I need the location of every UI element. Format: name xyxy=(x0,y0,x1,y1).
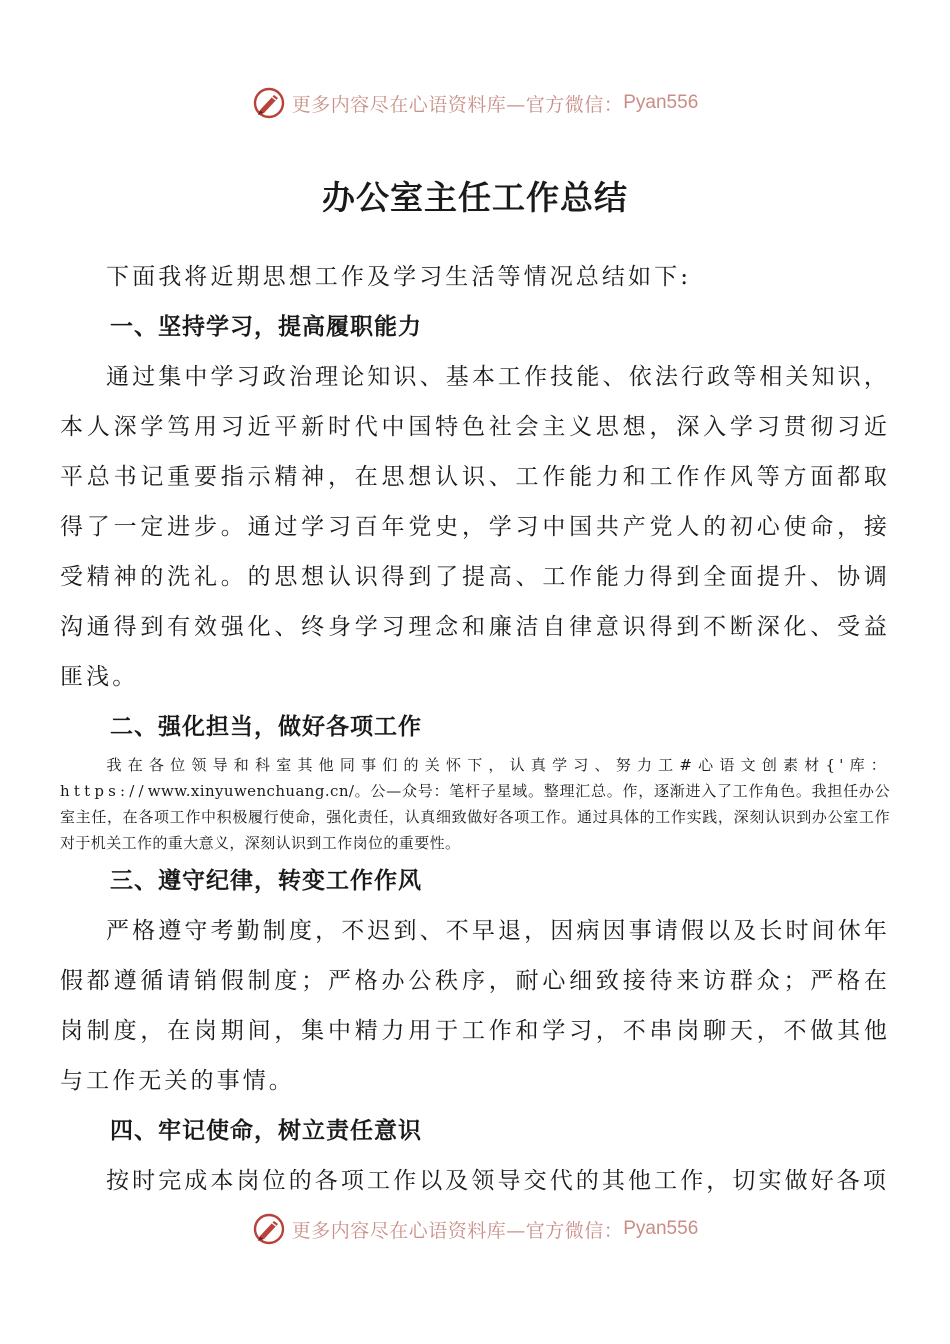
section-1-paragraph: 通过集中学习政治理论知识、基本工作技能、依法行政等相关知识，本人深学笃用习近平新时代中国特色社会主义思想，深入学习贯彻习近平总书记重要指示精神，在思想认识、工作能力和工作作风等方面都取得了一定进步。通过学习百年党史，学习中国共产党人的初心使命，接受精神的洗礼。的思想认识得到了提高、工作能力得到全面提升、协调沟通得到有效强化、终身学习理念和廉洁自律意识得到不断深化、受益匪浅。 xyxy=(60,364,890,690)
section-1-heading: 一、坚持学习，提高履职能力 xyxy=(110,314,422,340)
document-title: 办公室主任工作总结 xyxy=(322,178,628,217)
banner-text: 更多内容尽在心语资料库—官方微信： xyxy=(291,93,624,116)
footer-banner-wechat-id: Pyan556 xyxy=(623,1218,699,1239)
document-body xyxy=(60,252,890,1206)
section-2-paragraph-part1: 我在各位领导和科室其他同事们的关怀下，认真学习、努力工#心语文创素材{'库：https:// xyxy=(60,756,890,800)
pen-logo-icon xyxy=(252,86,286,120)
section-2-paragraph-part2: www.xinyuwenchuang.cn/。公—众号：笔杆子星域。整理汇总。作，逐渐进入了工作角色。我担任办公室主任，在各项工作中积极履行使命，强化责任，认真细致做好各项工作。通过具体的工作实践，深刻认识到办公室工作对于机关工作的重大意义，深刻认识到工作岗位的重要性。 xyxy=(60,782,890,852)
section-3-paragraph: 严格遵守考勤制度，不迟到、不早退，因病因事请假以及长时间休年假都遵循请销假制度；严格办公秩序，耐心细致接待来访群众；严格在岗制度，在岗期间，集中精力用于工作和学习，不串岗聊天，不做其他与工作无关的事情。 xyxy=(60,918,890,1094)
section-2-paragraph xyxy=(60,752,890,856)
header-banner xyxy=(0,86,950,120)
intro-paragraph: 下面我将近期思想工作及学习生活等情况总结如下: xyxy=(106,264,692,290)
section-2-heading: 二、强化担当，做好各项工作 xyxy=(110,714,422,740)
section-3-heading: 三、遵守纪律，转变工作作风 xyxy=(110,868,422,894)
footer-banner-text: 更多内容尽在心语资料库—官方微信： xyxy=(291,1219,624,1242)
footer-banner xyxy=(0,1212,950,1246)
section-4-paragraph: 按时完成本岗位的各项工作以及领导交代的其他工作，切实做好各项 xyxy=(106,1168,889,1194)
section-4-heading: 四、牢记使命，树立责任意识 xyxy=(110,1118,422,1144)
banner-wechat-id: Pyan556 xyxy=(623,92,699,113)
pen-logo-icon xyxy=(252,1212,286,1246)
